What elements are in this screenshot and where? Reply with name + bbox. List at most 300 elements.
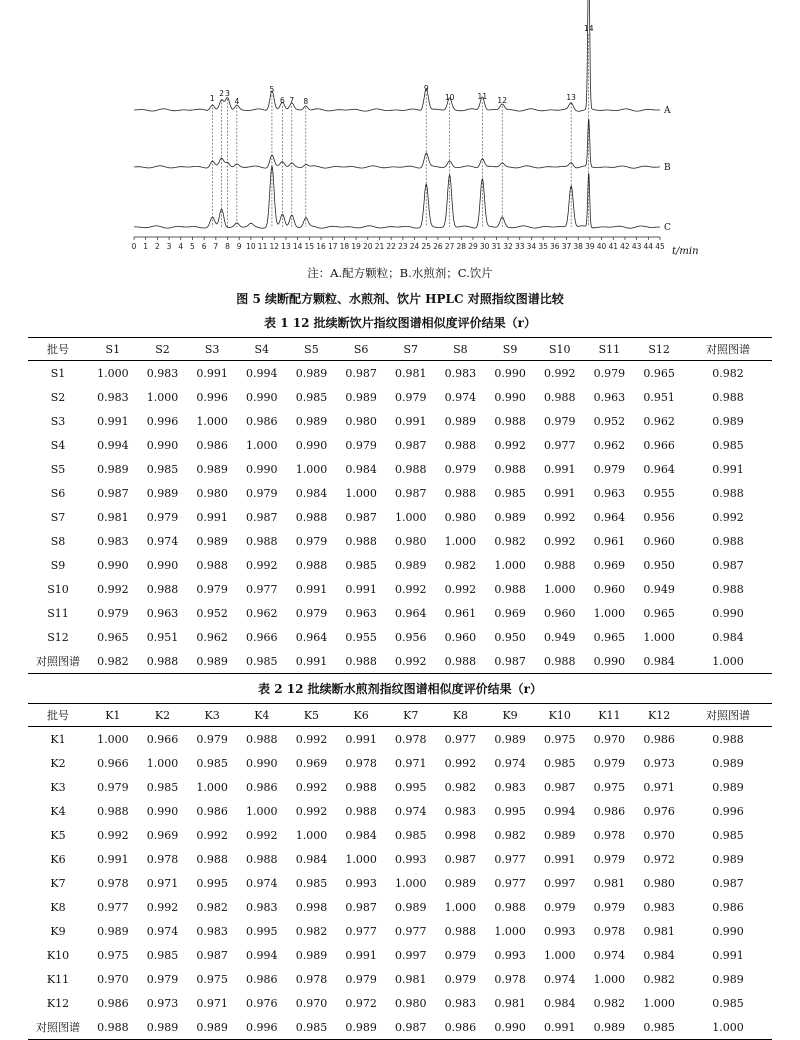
table-cell: 0.992 <box>444 582 477 596</box>
table-cell: 0.987 <box>345 900 377 914</box>
table-cell: 0.990 <box>146 438 179 452</box>
table-cell: 0.962 <box>643 414 675 428</box>
table-cell: 0.974 <box>395 804 427 818</box>
table1-caption: 表 1 12 批续断饮片指纹图谱相似度评价结果（r） <box>264 316 536 330</box>
table-cell: 0.982 <box>494 828 526 842</box>
table-cell: 0.987 <box>543 780 576 794</box>
trace-label-B: B <box>664 163 671 173</box>
table-cell: 0.982 <box>712 366 744 380</box>
x-tick-label: 40 <box>596 242 607 251</box>
table-cell: 0.988 <box>395 462 427 476</box>
table-cell: 0.987 <box>712 876 744 890</box>
table-cell: 0.956 <box>395 630 427 644</box>
x-tick-label: 5 <box>190 242 195 251</box>
column-header: K6 <box>336 704 386 727</box>
table-cell: 0.985 <box>287 1015 337 1040</box>
table-cell: 0.985 <box>237 649 287 674</box>
table-cell: 0.974 <box>246 876 278 890</box>
table-cell: 0.984 <box>543 996 576 1010</box>
table-cell: 0.994 <box>246 948 278 962</box>
table-cell: 0.987 <box>395 438 427 452</box>
table-cell: 0.975 <box>97 948 129 962</box>
table-cell: 0.983 <box>97 534 129 548</box>
table-cell: 0.985 <box>295 876 328 890</box>
table-cell: 0.966 <box>643 438 675 452</box>
peak-label: 11 <box>477 92 488 101</box>
table-cell: 0.983 <box>444 996 477 1010</box>
table-cell: 0.990 <box>494 390 526 404</box>
table-cell: 0.988 <box>712 732 744 746</box>
table-cell: 0.985 <box>196 756 228 770</box>
table-cell: 0.982 <box>593 996 626 1010</box>
table-cell: 0.988 <box>246 534 278 548</box>
table-cell: 0.996 <box>237 1015 287 1040</box>
table-cell: 0.960 <box>643 534 675 548</box>
table-cell: 0.996 <box>146 414 179 428</box>
table-cell: 0.992 <box>196 828 228 842</box>
table-cell: 0.992 <box>146 900 179 914</box>
table-cell: 0.990 <box>146 558 179 572</box>
table-cell: 0.991 <box>535 1015 585 1040</box>
table-cell: 0.979 <box>97 606 129 620</box>
table-cell: 0.977 <box>395 924 427 938</box>
table-cell: 0.977 <box>246 582 278 596</box>
table-cell: 0.989 <box>295 948 328 962</box>
column-header: S7 <box>386 338 436 361</box>
row-label: S6 <box>50 486 66 500</box>
table-cell: 0.990 <box>712 606 744 620</box>
column-header: K11 <box>585 704 635 727</box>
table-cell: 0.985 <box>146 948 179 962</box>
row-label: S9 <box>50 558 66 572</box>
table-cell: 0.980 <box>643 876 675 890</box>
table-cell: 0.990 <box>585 649 635 674</box>
table-cell: 0.992 <box>97 828 129 842</box>
x-tick-label: 14 <box>292 242 303 251</box>
table-cell: 0.980 <box>196 486 228 500</box>
table-cell: 1.000 <box>444 534 477 548</box>
table-cell: 0.988 <box>138 649 188 674</box>
table-cell: 0.988 <box>345 804 377 818</box>
x-tick-label: 32 <box>503 242 513 251</box>
table-cell: 0.991 <box>543 486 576 500</box>
peak-label: 6 <box>280 96 285 105</box>
x-tick-label: 4 <box>178 242 184 251</box>
table-cell: 0.973 <box>643 756 675 770</box>
table-cell: 0.985 <box>146 780 179 794</box>
table-cell: 0.991 <box>712 948 744 962</box>
table-cell: 0.989 <box>295 414 328 428</box>
table-cell: 0.981 <box>395 366 427 380</box>
table-cell: 0.965 <box>593 630 626 644</box>
table-row <box>28 775 772 799</box>
table-cell: 0.974 <box>593 948 626 962</box>
table-cell: 0.989 <box>712 756 744 770</box>
table-cell: 0.989 <box>712 972 744 986</box>
table-cell: 0.975 <box>543 732 576 746</box>
table-cell: 0.981 <box>593 876 626 890</box>
peak-label: 10 <box>444 93 455 102</box>
peak-label: 8 <box>303 97 309 106</box>
x-tick-label: 27 <box>444 242 455 251</box>
table-cell: 0.974 <box>444 390 477 404</box>
table-cell: 0.964 <box>593 510 626 524</box>
column-header: S9 <box>485 338 535 361</box>
table-cell: 0.979 <box>593 366 626 380</box>
row-label: S5 <box>50 462 66 476</box>
table-cell: 0.988 <box>345 780 377 794</box>
table-cell: 0.989 <box>444 876 477 890</box>
table-cell: 0.974 <box>494 756 526 770</box>
table-cell: 0.991 <box>712 462 744 476</box>
table-cell: 0.988 <box>444 924 477 938</box>
table-cell: 0.983 <box>146 366 179 380</box>
column-header: S2 <box>138 338 188 361</box>
table-row <box>28 1015 772 1040</box>
table-cell: 0.951 <box>146 630 179 644</box>
figure-caption: 图 5 续断配方颗粒、水煎剂、饮片 HPLC 对照指纹图谱比较 <box>236 292 564 306</box>
table-cell: 0.985 <box>712 828 744 842</box>
column-header: K5 <box>287 704 337 727</box>
x-tick-label: 11 <box>257 242 268 251</box>
x-tick-label: 41 <box>608 242 619 251</box>
table-cell: 0.981 <box>494 996 526 1010</box>
table-cell: 0.984 <box>634 649 684 674</box>
table-cell: 0.992 <box>543 366 576 380</box>
chromatogram-traces <box>134 0 671 233</box>
table-cell: 0.977 <box>494 876 526 890</box>
row-label: K6 <box>50 852 66 866</box>
table-cell: 0.979 <box>444 972 477 986</box>
column-header: S1 <box>88 338 138 361</box>
table-cell: 0.986 <box>593 804 626 818</box>
table-cell: 0.989 <box>295 366 328 380</box>
table-cell: 1.000 <box>97 732 129 746</box>
table-cell: 0.950 <box>494 630 526 644</box>
trace-label-A: A <box>664 106 671 116</box>
table-cell: 0.955 <box>345 630 377 644</box>
table-cell: 0.994 <box>97 438 129 452</box>
table-cell: 0.984 <box>345 828 377 842</box>
x-tick-label: 23 <box>398 242 408 251</box>
table-cell: 0.977 <box>97 900 129 914</box>
table-cell: 0.979 <box>97 780 129 794</box>
similarity-table-water-decoction <box>28 703 772 1040</box>
table-cell: 0.951 <box>643 390 675 404</box>
x-tick-label: 2 <box>154 242 160 251</box>
table-cell: 0.979 <box>146 510 179 524</box>
table-cell: 0.990 <box>712 924 744 938</box>
x-tick-label: 21 <box>374 242 385 251</box>
x-tick-label: 13 <box>281 242 291 251</box>
x-axis <box>132 237 699 257</box>
table-cell: 0.978 <box>593 924 626 938</box>
table-cell: 0.979 <box>593 900 626 914</box>
row-label: K5 <box>50 828 66 842</box>
x-tick-label: 6 <box>201 242 207 251</box>
table-cell: 0.993 <box>345 876 377 890</box>
table-cell: 0.984 <box>643 948 675 962</box>
table-cell: 0.989 <box>187 1015 237 1040</box>
table-cell: 0.990 <box>146 804 179 818</box>
table-cell: 1.000 <box>593 606 626 620</box>
row-label: K3 <box>50 780 66 794</box>
table-cell: 0.981 <box>395 972 427 986</box>
table-cell: 0.988 <box>295 510 328 524</box>
column-header: K9 <box>485 704 535 727</box>
table-cell: 0.992 <box>295 804 328 818</box>
table-row <box>28 823 772 847</box>
table-row <box>28 649 772 674</box>
table-row <box>28 871 772 895</box>
table-cell: 1.000 <box>246 438 278 452</box>
x-tick-label: 10 <box>246 242 256 251</box>
row-label: K11 <box>46 972 70 986</box>
table-cell: 1.000 <box>494 558 526 572</box>
x-tick-label: 29 <box>468 242 478 251</box>
row-label: S8 <box>50 534 66 548</box>
table-cell: 0.992 <box>543 510 576 524</box>
table-cell: 0.972 <box>345 996 377 1010</box>
table-cell: 0.976 <box>643 804 675 818</box>
table-cell: 0.984 <box>345 462 377 476</box>
table-cell: 1.000 <box>684 1015 772 1040</box>
table-cell: 0.980 <box>444 510 477 524</box>
table-cell: 0.988 <box>494 582 526 596</box>
x-tick-label: 8 <box>225 242 230 251</box>
row-label: K1 <box>50 732 66 746</box>
table-cell: 0.986 <box>196 438 228 452</box>
table-cell: 0.993 <box>494 948 526 962</box>
peak-label: 14 <box>583 24 594 33</box>
table-cell: 0.956 <box>643 510 675 524</box>
x-tick-label: 45 <box>655 242 665 251</box>
table-cell: 0.977 <box>345 924 377 938</box>
hplc-chromatogram <box>0 0 800 262</box>
table-cell: 0.989 <box>345 390 377 404</box>
table-cell: 0.985 <box>712 996 744 1010</box>
trace-label-C: C <box>664 223 671 233</box>
x-axis-unit: t/min <box>672 246 699 257</box>
table-cell: 0.989 <box>138 1015 188 1040</box>
table-cell: 0.995 <box>196 876 228 890</box>
table-cell: 0.960 <box>543 606 576 620</box>
x-tick-label: 43 <box>631 242 642 251</box>
table-cell: 0.978 <box>345 756 377 770</box>
table-cell: 0.970 <box>295 996 328 1010</box>
trace-C <box>134 166 660 228</box>
table-cell: 0.988 <box>88 1015 138 1040</box>
table-cell: 0.988 <box>712 486 744 500</box>
table-cell: 1.000 <box>246 804 278 818</box>
table-cell: 0.982 <box>196 900 228 914</box>
table-cell: 0.990 <box>246 390 278 404</box>
x-tick-label: 15 <box>304 242 315 251</box>
table-cell: 0.952 <box>196 606 228 620</box>
table-cell: 0.989 <box>494 732 526 746</box>
table-cell: 0.983 <box>444 366 477 380</box>
table-cell: 1.000 <box>345 486 377 500</box>
x-tick-label: 42 <box>620 242 630 251</box>
table-cell: 0.988 <box>295 558 328 572</box>
row-label: K12 <box>46 996 70 1010</box>
table-cell: 0.991 <box>345 948 377 962</box>
table-cell: 0.991 <box>345 732 377 746</box>
table-cell: 0.969 <box>146 828 179 842</box>
table-cell: 0.987 <box>196 948 228 962</box>
table-row <box>28 967 772 991</box>
x-tick-label: 36 <box>550 242 560 251</box>
table-cell: 0.992 <box>97 582 129 596</box>
table-cell: 0.973 <box>146 996 179 1010</box>
table-cell: 0.979 <box>395 390 427 404</box>
peak-label: 2 <box>219 89 225 98</box>
row-label: S2 <box>50 390 66 404</box>
table-cell: 0.985 <box>146 462 179 476</box>
table-cell: 0.970 <box>97 972 129 986</box>
table-cell: 0.979 <box>543 414 576 428</box>
table-row <box>28 799 772 823</box>
table-cell: 0.990 <box>295 438 328 452</box>
table-cell: 0.982 <box>444 558 477 572</box>
table-cell: 0.984 <box>712 630 744 644</box>
table-cell: 1.000 <box>295 828 328 842</box>
column-header: 对照图谱 <box>684 338 772 361</box>
table-cell: 0.995 <box>494 804 526 818</box>
row-label: K8 <box>50 900 66 914</box>
table-cell: 1.000 <box>593 972 626 986</box>
table-cell: 0.980 <box>345 414 377 428</box>
table-cell: 0.991 <box>345 582 377 596</box>
table-cell: 0.974 <box>146 534 179 548</box>
table-cell: 0.990 <box>494 366 526 380</box>
peak-label: 1 <box>209 94 215 103</box>
table-cell: 0.962 <box>593 438 626 452</box>
table-cell: 0.985 <box>494 486 526 500</box>
table-cell: 0.988 <box>345 534 377 548</box>
x-tick-label: 35 <box>538 242 548 251</box>
table-cell: 0.989 <box>712 414 744 428</box>
table-cell: 0.985 <box>395 828 427 842</box>
table-cell: 0.989 <box>585 1015 635 1040</box>
table-cell: 0.965 <box>643 606 675 620</box>
table-cell: 0.952 <box>593 414 626 428</box>
table-cell: 0.966 <box>97 756 129 770</box>
x-tick-label: 33 <box>514 242 525 251</box>
table-cell: 0.988 <box>246 732 278 746</box>
table-cell: 0.975 <box>196 972 228 986</box>
table-cell: 0.969 <box>295 756 328 770</box>
table-cell: 0.983 <box>643 900 675 914</box>
column-header: K2 <box>138 704 188 727</box>
table-cell: 0.989 <box>395 900 427 914</box>
x-tick-label: 28 <box>456 242 467 251</box>
x-tick-label: 19 <box>351 242 361 251</box>
peak-label: 12 <box>497 96 507 105</box>
table-cell: 0.985 <box>543 756 576 770</box>
x-tick-label: 3 <box>166 242 172 251</box>
table-cell: 0.981 <box>97 510 129 524</box>
figure-note: 注：A.配方颗粒；B.水煎剂；C.饮片 <box>307 266 493 280</box>
column-header: S11 <box>585 338 635 361</box>
table-cell: 0.988 <box>494 900 526 914</box>
table-cell: 0.990 <box>246 756 278 770</box>
column-header: K7 <box>386 704 436 727</box>
table-cell: 0.983 <box>97 390 129 404</box>
table-cell: 0.961 <box>593 534 626 548</box>
table-cell: 0.989 <box>97 924 129 938</box>
table-cell: 0.979 <box>543 900 576 914</box>
table-cell: 1.000 <box>146 756 179 770</box>
table-cell: 0.964 <box>395 606 427 620</box>
table-cell: 0.971 <box>643 780 675 794</box>
table-cell: 0.988 <box>97 804 129 818</box>
table-cell: 0.975 <box>593 780 626 794</box>
row-label: K9 <box>50 924 66 938</box>
table-cell: 0.982 <box>88 649 138 674</box>
table-cell: 0.987 <box>444 852 477 866</box>
table-cell: 0.996 <box>712 804 744 818</box>
table-row <box>28 991 772 1015</box>
table-cell: 0.963 <box>345 606 377 620</box>
table-row <box>28 577 772 601</box>
table-cell: 1.000 <box>196 780 228 794</box>
table-cell: 0.988 <box>196 852 228 866</box>
table-cell: 0.980 <box>395 534 427 548</box>
table-cell: 1.000 <box>395 876 427 890</box>
table-cell: 0.986 <box>97 996 129 1010</box>
table-cell: 0.994 <box>246 366 278 380</box>
x-tick-label: 12 <box>269 242 280 251</box>
row-label: K4 <box>50 804 66 818</box>
peak-label: 13 <box>566 93 576 102</box>
table-cell: 0.977 <box>444 732 477 746</box>
table-cell: 1.000 <box>146 390 179 404</box>
table-cell: 0.979 <box>593 462 626 476</box>
table-row <box>28 385 772 409</box>
table-cell: 0.978 <box>395 732 427 746</box>
table-cell: 1.000 <box>543 582 576 596</box>
peak-label: 4 <box>234 97 240 106</box>
table-cell: 0.995 <box>246 924 278 938</box>
table-cell: 0.979 <box>444 462 477 476</box>
table-cell: 0.988 <box>543 390 576 404</box>
table-cell: 0.998 <box>295 900 328 914</box>
table-cell: 0.978 <box>97 876 129 890</box>
table-cell: 0.979 <box>146 972 179 986</box>
table-cell: 0.950 <box>643 558 675 572</box>
table-cell: 0.978 <box>295 972 328 986</box>
table-cell: 1.000 <box>97 366 129 380</box>
table-cell: 0.989 <box>187 649 237 674</box>
table-cell: 0.966 <box>146 732 179 746</box>
table-cell: 0.986 <box>246 780 278 794</box>
table-cell: 0.997 <box>543 876 576 890</box>
table-cell: 1.000 <box>543 948 576 962</box>
table-cell: 0.991 <box>395 414 427 428</box>
table-cell: 0.977 <box>494 852 526 866</box>
table-cell: 0.979 <box>593 852 626 866</box>
table-cell: 0.979 <box>196 732 228 746</box>
table-cell: 0.978 <box>146 852 179 866</box>
table-cell: 0.988 <box>494 462 526 476</box>
table-cell: 0.971 <box>146 876 179 890</box>
table-cell: 0.987 <box>345 366 377 380</box>
table-cell: 0.986 <box>196 804 228 818</box>
column-header: S5 <box>287 338 337 361</box>
column-header: 对照图谱 <box>684 704 772 727</box>
table-cell: 0.982 <box>494 534 526 548</box>
